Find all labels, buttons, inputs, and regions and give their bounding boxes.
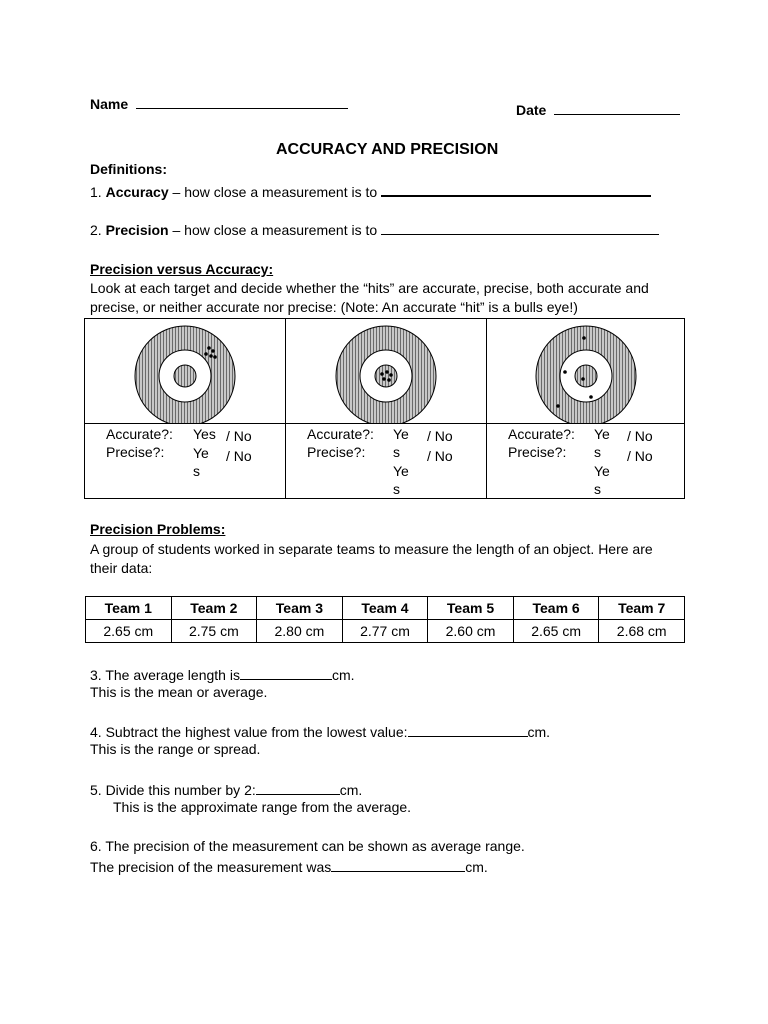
precise-no-1[interactable]: / No [226,448,252,464]
definitions-heading: Definitions: [90,161,167,177]
team-header: Team 1 [86,597,172,620]
targets-table [84,318,685,499]
q3-note: This is the mean or average. [90,684,268,700]
q6-text: The precision of the measurement was [90,859,332,875]
precise-label-3: Precise?: [508,444,567,460]
pva-heading: Precision versus Accuracy: [90,261,274,277]
problems-heading: Precision Problems: [90,521,226,537]
team-header: Team 5 [428,597,514,620]
precise-label-1: Precise?: [106,444,165,460]
target-cell-2 [285,319,486,498]
team-value: 2.65 cm [513,620,599,643]
question-5 [90,780,362,798]
q4-unit: cm. [527,724,551,740]
team-value: 2.77 cm [342,620,428,643]
problems-intro-2: their data: [90,560,153,576]
name-label [90,94,348,112]
precise-yes-2a[interactable]: Ye [393,463,409,479]
precise-no-3[interactable]: / No [627,448,653,464]
accurate-label-1: Accurate?: [106,426,173,442]
precise-yes-3b: s [594,481,601,497]
q4-text: 4. Subtract the highest value from the lowest value: [90,724,408,740]
accurate-yes-2a[interactable]: Ye [393,426,409,442]
target-3-icon [487,319,687,423]
date-label [516,100,680,118]
team-header: Team 2 [171,597,257,620]
team-header: Team 4 [342,597,428,620]
date-label-text: Date [516,102,547,118]
target-cell-1 [85,319,285,498]
team-data-table [85,596,685,643]
team-value: 2.75 cm [171,620,257,643]
q3-unit: cm. [331,667,355,683]
team-header-row [86,597,685,620]
q3-blank[interactable] [240,665,332,680]
accurate-label-2: Accurate?: [307,426,374,442]
q6-blank-2[interactable] [443,857,465,872]
accurate-yes-3a[interactable]: Ye [594,426,610,442]
team-header: Team 6 [513,597,599,620]
accurate-yes-1[interactable]: Yes [193,426,216,442]
precise-yes-3a[interactable]: Ye [594,463,610,479]
def1-term: Accuracy [105,184,169,200]
problems-intro-1: A group of students worked in separate teams to measure the length of an object. Here are [90,541,653,557]
team-value: 2.60 cm [428,620,514,643]
def2-num: 2. [90,222,102,238]
question-6-answer [90,857,488,875]
target-cell-3 [486,319,685,498]
q6-unit: cm. [465,859,488,875]
definition-precision [90,220,659,238]
team-value: 2.80 cm [257,620,343,643]
def2-blank[interactable] [381,220,659,235]
precise-no-2[interactable]: / No [427,448,453,464]
precise-yes-1b: s [193,463,200,479]
def1-num: 1. [90,184,102,200]
question-3 [90,665,355,683]
accurate-yes-2b: s [393,444,400,460]
pva-instructions-1: Look at each target and decide whether the “hits” are accurate, precise, both accurate and [90,280,649,296]
team-value: 2.68 cm [599,620,685,643]
precise-yes-2b: s [393,481,400,497]
q5-unit: cm. [339,782,363,798]
name-field[interactable] [136,94,348,109]
def2-text: – how close a measurement is to [172,222,378,238]
accurate-no-1[interactable]: / No [226,428,252,444]
def2-term: Precision [105,222,169,238]
accurate-label-3: Accurate?: [508,426,575,442]
q5-text: 5. Divide this number by 2: [90,782,256,798]
team-value: 2.65 cm [86,620,172,643]
def1-blank[interactable] [381,181,651,197]
accurate-no-2[interactable]: / No [427,428,453,444]
q5-blank[interactable] [256,780,340,795]
page-title: ACCURACY AND PRECISION [276,141,499,158]
accurate-yes-3b: s [594,444,601,460]
team-header: Team 3 [257,597,343,620]
name-label-text: Name [90,96,129,112]
q4-blank[interactable] [408,722,528,737]
q5-note: This is the approximate range from the average. [113,799,412,815]
precise-label-2: Precise?: [307,444,366,460]
def1-text: – how close a measurement is to [172,184,378,200]
question-6: 6. The precision of the measurement can be shown as average range. [90,838,525,854]
pva-instructions-2: precise, or neither accurate nor precise: (Note: An accurate “hit” is a bulls eye!) [90,299,578,315]
team-header: Team 7 [599,597,685,620]
team-value-row [86,620,685,643]
question-4 [90,722,550,740]
q6-blank-1[interactable] [331,857,443,872]
q4-note: This is the range or spread. [90,741,261,757]
q3-text: 3. The average length is [90,667,240,683]
precise-yes-1a[interactable]: Ye [193,445,209,461]
definition-accuracy [90,181,651,200]
target-2-icon [286,319,486,423]
accurate-no-3[interactable]: / No [627,428,653,444]
target-1-icon [85,319,285,423]
date-field[interactable] [554,100,680,115]
